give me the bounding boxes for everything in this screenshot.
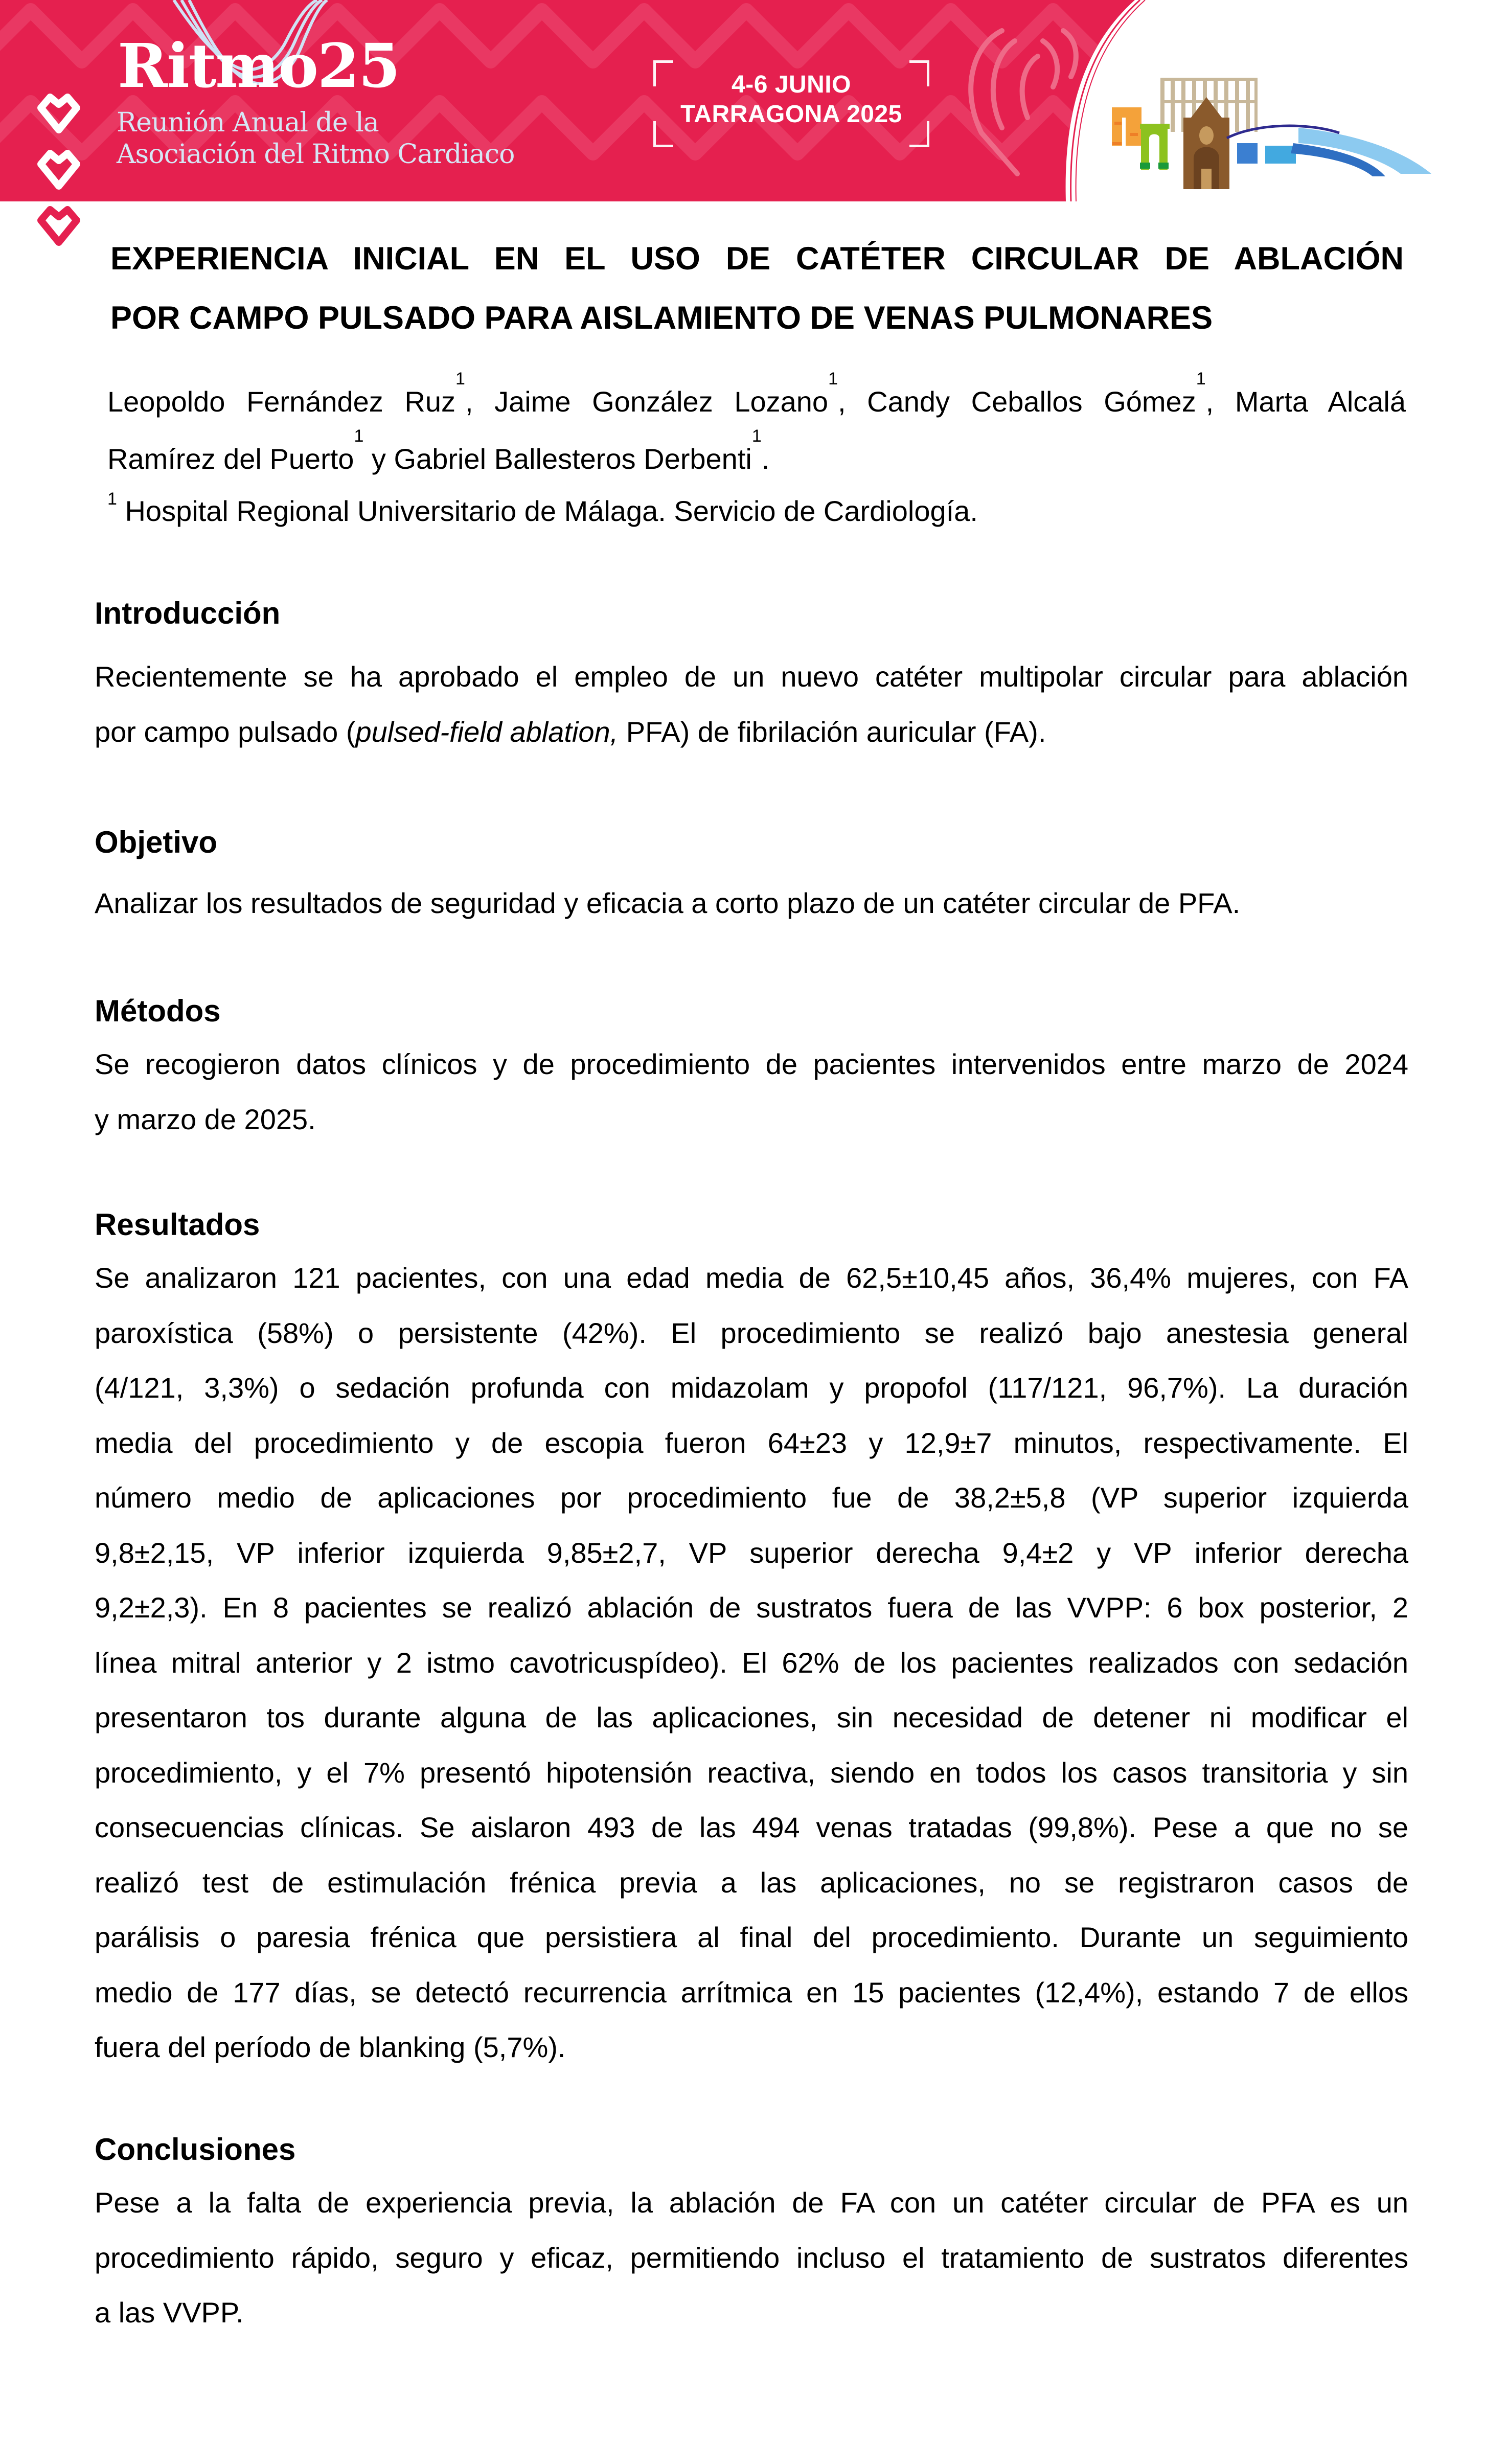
section-body xyxy=(95,1250,1408,2075)
title-line-1: EXPERIENCIA INICIAL EN EL USO DE CATÉTER CIRCULAR DE ABLACIÓN xyxy=(110,241,1404,277)
author-name: Jaime González Lozano xyxy=(494,385,829,418)
section-heading: Métodos xyxy=(95,994,221,1028)
section-objetivo xyxy=(95,822,1408,931)
body-line: Recientemente se ha aprobado el empleo de un nuevo catéter multipolar circular para ablación xyxy=(95,660,1408,693)
author-name: Ramírez del Puerto xyxy=(107,443,354,475)
body-line: 9,2±2,3). En 8 pacientes se realizó ablación de sustratos fuera de las VVPP: 6 box posterior, 2 xyxy=(95,1591,1408,1624)
section-heading: Introducción xyxy=(95,596,281,630)
body-line: Se analizaron 121 pacientes, con una edad media de 62,5±10,45 años, 36,4% mujeres, con FA xyxy=(95,1262,1408,1294)
body-line: media del procedimiento y de escopia fueron 64±23 y 12,9±7 minutos, respectivamente. El xyxy=(95,1426,1408,1459)
section-heading: Resultados xyxy=(95,1207,260,1242)
body-line: (4/121, 3,3%) o sedación profunda con midazolam y propofol (117/121, 96,7%). La duración xyxy=(95,1372,1408,1404)
heart-outline-icon xyxy=(41,153,77,186)
body-line: por campo pulsado (pulsed-field ablation, PFA) de fibrilación auricular (FA). xyxy=(95,715,1046,748)
conference-banner xyxy=(0,0,1507,201)
author-affiliation-marker: 1 xyxy=(455,369,465,389)
author-affiliation-marker: 1 xyxy=(354,426,364,446)
body-line: fuera del período de blanking (5,7%). xyxy=(95,2031,566,2063)
affiliation-marker: 1 xyxy=(107,489,117,509)
body-line: Analizar los resultados de seguridad y eficacia a corto plazo de un catéter circular de PFA. xyxy=(95,887,1241,919)
brand-title: Ritmo25 xyxy=(118,30,400,101)
body-line: Pese a la falta de experiencia previa, la ablación de FA con un catéter circular de PFA es un xyxy=(95,2186,1408,2219)
heart-outline-icon xyxy=(41,97,77,130)
author-name: Candy Ceballos Gómez xyxy=(867,385,1196,418)
author-name: Gabriel Ballesteros Derbenti xyxy=(394,443,752,475)
event-date-box xyxy=(653,60,929,147)
heart-outline-icon xyxy=(41,210,77,242)
author-line-1: Leopoldo Fernández Ruz$^1$, Jaime González Lozano$^1$, Candy Ceballos Gómez$^1$, Marta Alcalá xyxy=(107,369,1406,418)
body-line: consecuencias clínicas. Se aislaron 493 de las 494 venas tratadas (99,8%). Pese a que no se xyxy=(95,1811,1408,1843)
event-location: TARRAGONA 2025 xyxy=(680,101,902,128)
author-list xyxy=(107,369,1406,488)
section-resultados xyxy=(95,1204,1408,2075)
body-line: procedimiento, y el 7% presentó hipotensión reactiva, siendo en todos los casos transitoria y sin xyxy=(95,1756,1408,1789)
body-line: a las VVPP. xyxy=(95,2296,244,2329)
author-affiliation-marker: 1 xyxy=(828,369,838,389)
section-heading: Conclusiones xyxy=(95,2132,296,2166)
brand-subtitle-line1: Reunión Anual de la xyxy=(117,107,379,138)
title-line-2: POR CAMPO PULSADO PARA AISLAMIENTO DE VENAS PULMONARES xyxy=(110,300,1213,336)
section-conclusiones xyxy=(95,2129,1408,2340)
section-body xyxy=(95,649,1408,759)
body-line: línea mitral anterior y 2 istmo cavotricuspídeo). El 62% de los pacientes realizados con sedación xyxy=(95,1646,1408,1679)
abstract-title xyxy=(110,229,1404,348)
body-line: número medio de aplicaciones por procedimiento fue de 38,2±5,8 (VP superior izquierda xyxy=(95,1481,1408,1514)
event-date: 4-6 JUNIO xyxy=(732,71,851,98)
author-name: Marta Alcalá xyxy=(1235,385,1406,418)
section-body xyxy=(95,876,1408,931)
tarragona-monuments-illustration xyxy=(1094,61,1493,194)
author-line-2: Ramírez del Puerto$^1$ y Gabriel Ballesteros Derbenti$^1$. xyxy=(107,426,770,475)
section-body xyxy=(95,2175,1408,2340)
heart-icons-column xyxy=(36,90,82,254)
section-heading: Objetivo xyxy=(95,825,218,859)
italic-term: pulsed-field ablation, xyxy=(355,715,619,748)
brand-subtitle-line2: Asociación del Ritmo Cardiaco xyxy=(117,139,515,170)
section-metodos xyxy=(95,991,1408,1147)
body-line: paroxística (58%) o persistente (42%). El procedimiento se realizó bajo anestesia general xyxy=(95,1316,1408,1349)
body-line: 9,8±2,15, VP inferior izquierda 9,85±2,7, VP superior derecha 9,4±2 y VP inferior derecha xyxy=(95,1536,1408,1569)
author-name: Leopoldo Fernández Ruz xyxy=(107,385,456,418)
body-line: parálisis o paresia frénica que persistiera al final del procedimiento. Durante un seguimiento xyxy=(95,1921,1408,1953)
author-affiliation-marker: 1 xyxy=(751,426,762,446)
section-introduccion xyxy=(95,593,1408,759)
body-line: presentaron tos durante alguna de las aplicaciones, sin necesidad de detener ni modificar el xyxy=(95,1701,1408,1733)
body-line: medio de 177 días, se detectó recurrencia arrítmica en 15 pacientes (12,4%), estando 7 de ellos xyxy=(95,1976,1408,2009)
author-affiliation-marker: 1 xyxy=(1196,369,1206,389)
body-line: y marzo de 2025. xyxy=(95,1103,316,1135)
section-body xyxy=(95,1037,1408,1147)
body-line: procedimiento rápido, seguro y eficaz, permitiendo incluso el tratamiento de sustratos diferentes xyxy=(95,2241,1408,2274)
body-line: Se recogieron datos clínicos y de procedimiento de pacientes intervenidos entre marzo de 2024 xyxy=(95,1048,1408,1080)
affiliation-text: Hospital Regional Universitario de Málaga. Servicio de Cardiología. xyxy=(117,495,978,527)
affiliation xyxy=(107,489,978,529)
body-line: realizó test de estimulación frénica previa a las aplicaciones, no se registraron casos de xyxy=(95,1866,1408,1899)
